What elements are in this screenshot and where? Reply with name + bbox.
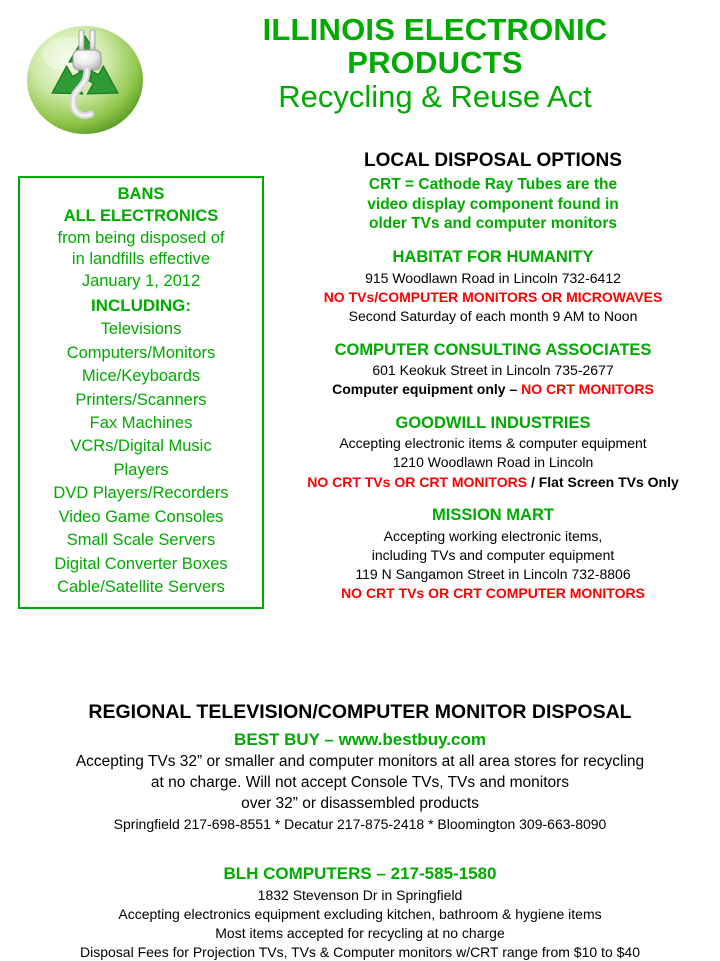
org-restriction: NO CRT TVs OR CRT COMPUTER MONITORS [341, 585, 645, 602]
bans-including-label: INCLUDING: [90, 295, 192, 315]
store-line-3: over 32” or disassembled products [241, 794, 479, 812]
recycling-globe-logo [21, 14, 149, 142]
store-line-2: at no charge. Will not accept Console TVs, TVs and monitors [150, 774, 570, 792]
bans-item: Televisions [100, 320, 182, 339]
title-line-3: Recycling & Reuse Act [278, 78, 592, 114]
logo-container [10, 8, 160, 142]
store-name: BLH COMPUTERS – 217-585-1580 [223, 864, 497, 884]
bans-item: Fax Machines [89, 414, 193, 433]
bans-item: Players [113, 460, 169, 479]
org-habitat-for-humanity [278, 247, 708, 326]
org-restriction-black: / Flat Screen TVs Only [527, 473, 679, 490]
bans-item: Cable/Satellite Servers [57, 577, 225, 596]
store-name: BEST BUY – www.bestbuy.com [234, 730, 486, 750]
org-address: 1210 Woodlawn Road in Lincoln [392, 454, 594, 471]
org-restriction-red: NO CRT TVs OR CRT MONITORS [307, 473, 528, 490]
org-goodwill-industries [278, 413, 708, 492]
store-line-1: Accepting TVs 32” or smaller and computer monitors at all area stores for recycling [75, 753, 645, 771]
org-mission-mart [278, 505, 708, 604]
org-restriction: NO TVs/COMPUTER MONITORS OR MICROWAVES [323, 289, 663, 306]
org-address: 601 Keokuk Street in Lincoln 735-2677 [372, 362, 614, 379]
org-hours: Second Saturday of each month 9 AM to Noon [348, 308, 638, 325]
crt-note-line-3: older TVs and computer monitors [368, 215, 618, 233]
org-accepting-2: including TVs and computer equipment [371, 546, 615, 563]
org-accepting-1: Accepting working electronic items, [383, 527, 603, 544]
store-line-2: Accepting electronics equipment excluding kitchen, bathroom & hygiene items [118, 906, 602, 923]
org-restriction [278, 473, 708, 492]
bans-item: Small Scale Servers [66, 531, 216, 550]
store-address: 1832 Stevenson Dr in Springfield [257, 887, 463, 904]
org-accepting: Accepting electronic items & computer equipment [339, 435, 647, 452]
page-title [160, 8, 710, 114]
store-blh-computers [0, 863, 720, 961]
bans-line-2: in landfills effective [71, 250, 211, 269]
section-spacer [0, 833, 720, 859]
org-name: GOODWILL INDUSTRIES [395, 413, 591, 432]
org-restriction-red: NO CRT MONITORS [521, 381, 654, 398]
title-line-2: PRODUCTS [347, 44, 523, 80]
org-address: 119 N Sangamon Street in Lincoln 732-8806 [355, 566, 631, 583]
bans-heading-2: ALL ELECTRONICS [63, 206, 219, 225]
bans-item: Mice/Keyboards [81, 367, 201, 386]
org-restriction [278, 380, 708, 399]
bans-item: Printers/Scanners [75, 390, 207, 409]
bans-item: Video Game Consoles [58, 507, 224, 526]
bans-item: Computers/Monitors [66, 343, 216, 362]
bans-heading-1: BANS [117, 185, 165, 203]
org-restriction-black: Computer equipment only – [332, 381, 522, 398]
header [0, 0, 720, 140]
org-computer-consulting-associates [278, 340, 708, 400]
bans-line-3: January 1, 2012 [81, 272, 201, 291]
regional-disposal-section [0, 700, 720, 961]
org-address: 915 Woodlawn Road in Lincoln 732-6412 [365, 269, 621, 286]
store-best-buy [0, 729, 720, 833]
crt-note-line-2: video display component found in [367, 195, 619, 213]
store-fees: Disposal Fees for Projection TVs, TVs & Computer monitors w/CRT range from $10 to $40 [80, 943, 640, 960]
bans-item: DVD Players/Recorders [53, 484, 229, 503]
org-name: MISSION MART [432, 506, 554, 525]
org-name: HABITAT FOR HUMANITY [392, 248, 594, 267]
local-disposal-section [278, 150, 708, 604]
org-name: COMPUTER CONSULTING ASSOCIATES [334, 340, 652, 359]
local-disposal-heading: LOCAL DISPOSAL OPTIONS [364, 150, 622, 171]
store-line-3: Most items accepted for recycling at no charge [215, 924, 505, 941]
bans-box [18, 176, 264, 609]
crt-note-line-1: CRT = Cathode Ray Tubes are the [368, 175, 618, 193]
bans-item: VCRs/Digital Music [70, 437, 212, 456]
bans-item: Digital Converter Boxes [54, 554, 228, 573]
regional-heading: REGIONAL TELEVISION/COMPUTER MONITOR DISPOSAL [88, 701, 632, 723]
bans-line-1: from being disposed of [57, 228, 225, 247]
title-line-1: ILLINOIS ELECTRONIC [262, 12, 608, 47]
store-phones: Springfield 217-698-8551 * Decatur 217-875-2418 * Bloomington 309-663-8090 [113, 815, 607, 832]
